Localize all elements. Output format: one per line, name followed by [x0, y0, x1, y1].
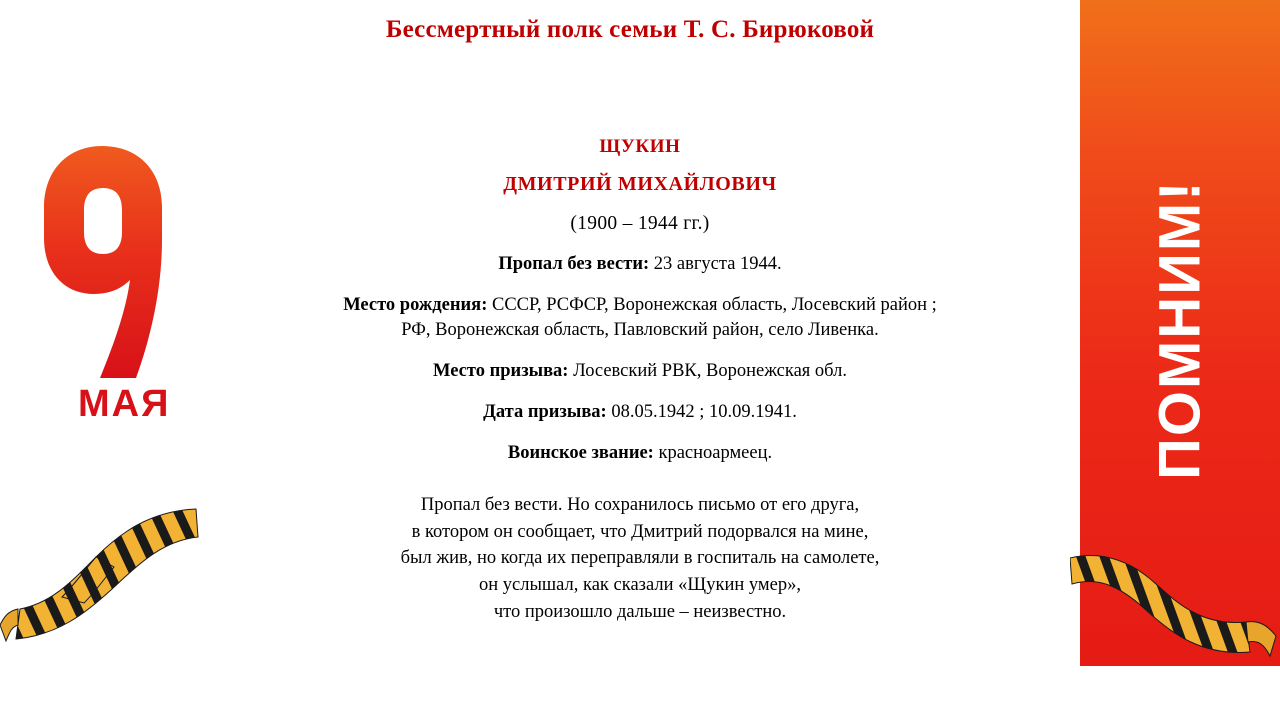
- person-years: (1900 – 1944 гг.): [570, 213, 710, 235]
- field-birthplace: [240, 293, 1040, 341]
- field-value: красноармеец.: [653, 442, 773, 463]
- st-george-ribbon-left-icon: [0, 505, 200, 645]
- svg-text:МАЯ: МАЯ: [78, 383, 170, 420]
- story-line: был жив, но когда их переправляли в госпиталь на самолете,: [400, 548, 880, 569]
- page-title: Бессмертный полк семьи Т. С. Бирюковой: [385, 16, 875, 43]
- field-value: 08.05.1942 ; 10.09.1941.: [606, 401, 797, 422]
- victory-day-emblem: [40, 140, 170, 420]
- st-george-ribbon-right-icon: [1070, 540, 1280, 660]
- field-label: Пропал без вести:: [498, 254, 650, 275]
- field-label: Место призыва:: [433, 360, 569, 381]
- field-missing-in-action: [240, 252, 1040, 276]
- field-conscription-place: [240, 359, 1040, 383]
- story-line: он услышал, как сказали «Щукин умер»,: [479, 575, 801, 596]
- field-conscription-date: [240, 400, 1040, 424]
- banner-label: ПОМНИМ!: [1147, 179, 1213, 480]
- memorial-card: [240, 132, 1040, 626]
- person-name-patronymic: ДМИТРИЙ МИХАЙЛОВИЧ: [503, 173, 777, 196]
- field-value: 23 августа 1944.: [649, 254, 782, 275]
- story-text: [240, 492, 1040, 626]
- story-line: что произошло дальше – неизвестно.: [493, 601, 787, 622]
- person-surname: ЩУКИН: [599, 136, 681, 157]
- field-value-secondary: РФ, Воронежская область, Павловский район, село Ливенка.: [401, 319, 879, 340]
- field-label: Воинское звание:: [507, 442, 654, 463]
- field-label: Место рождения:: [343, 295, 488, 316]
- story-line: Пропал без вести. Но сохранилось письмо от его друга,: [420, 494, 860, 515]
- emblem-digit-nine: [44, 146, 162, 378]
- field-label: Дата призыва:: [483, 401, 607, 422]
- story-line: в котором он сообщает, что Дмитрий подорвался на мине,: [411, 521, 869, 542]
- field-value: СССР, РСФСР, Воронежская область, Лосевский район ;: [487, 295, 937, 316]
- field-value: Лосевский РВК, Воронежская обл.: [568, 360, 847, 381]
- emblem-month-label: [78, 383, 170, 420]
- field-military-rank: [240, 441, 1040, 465]
